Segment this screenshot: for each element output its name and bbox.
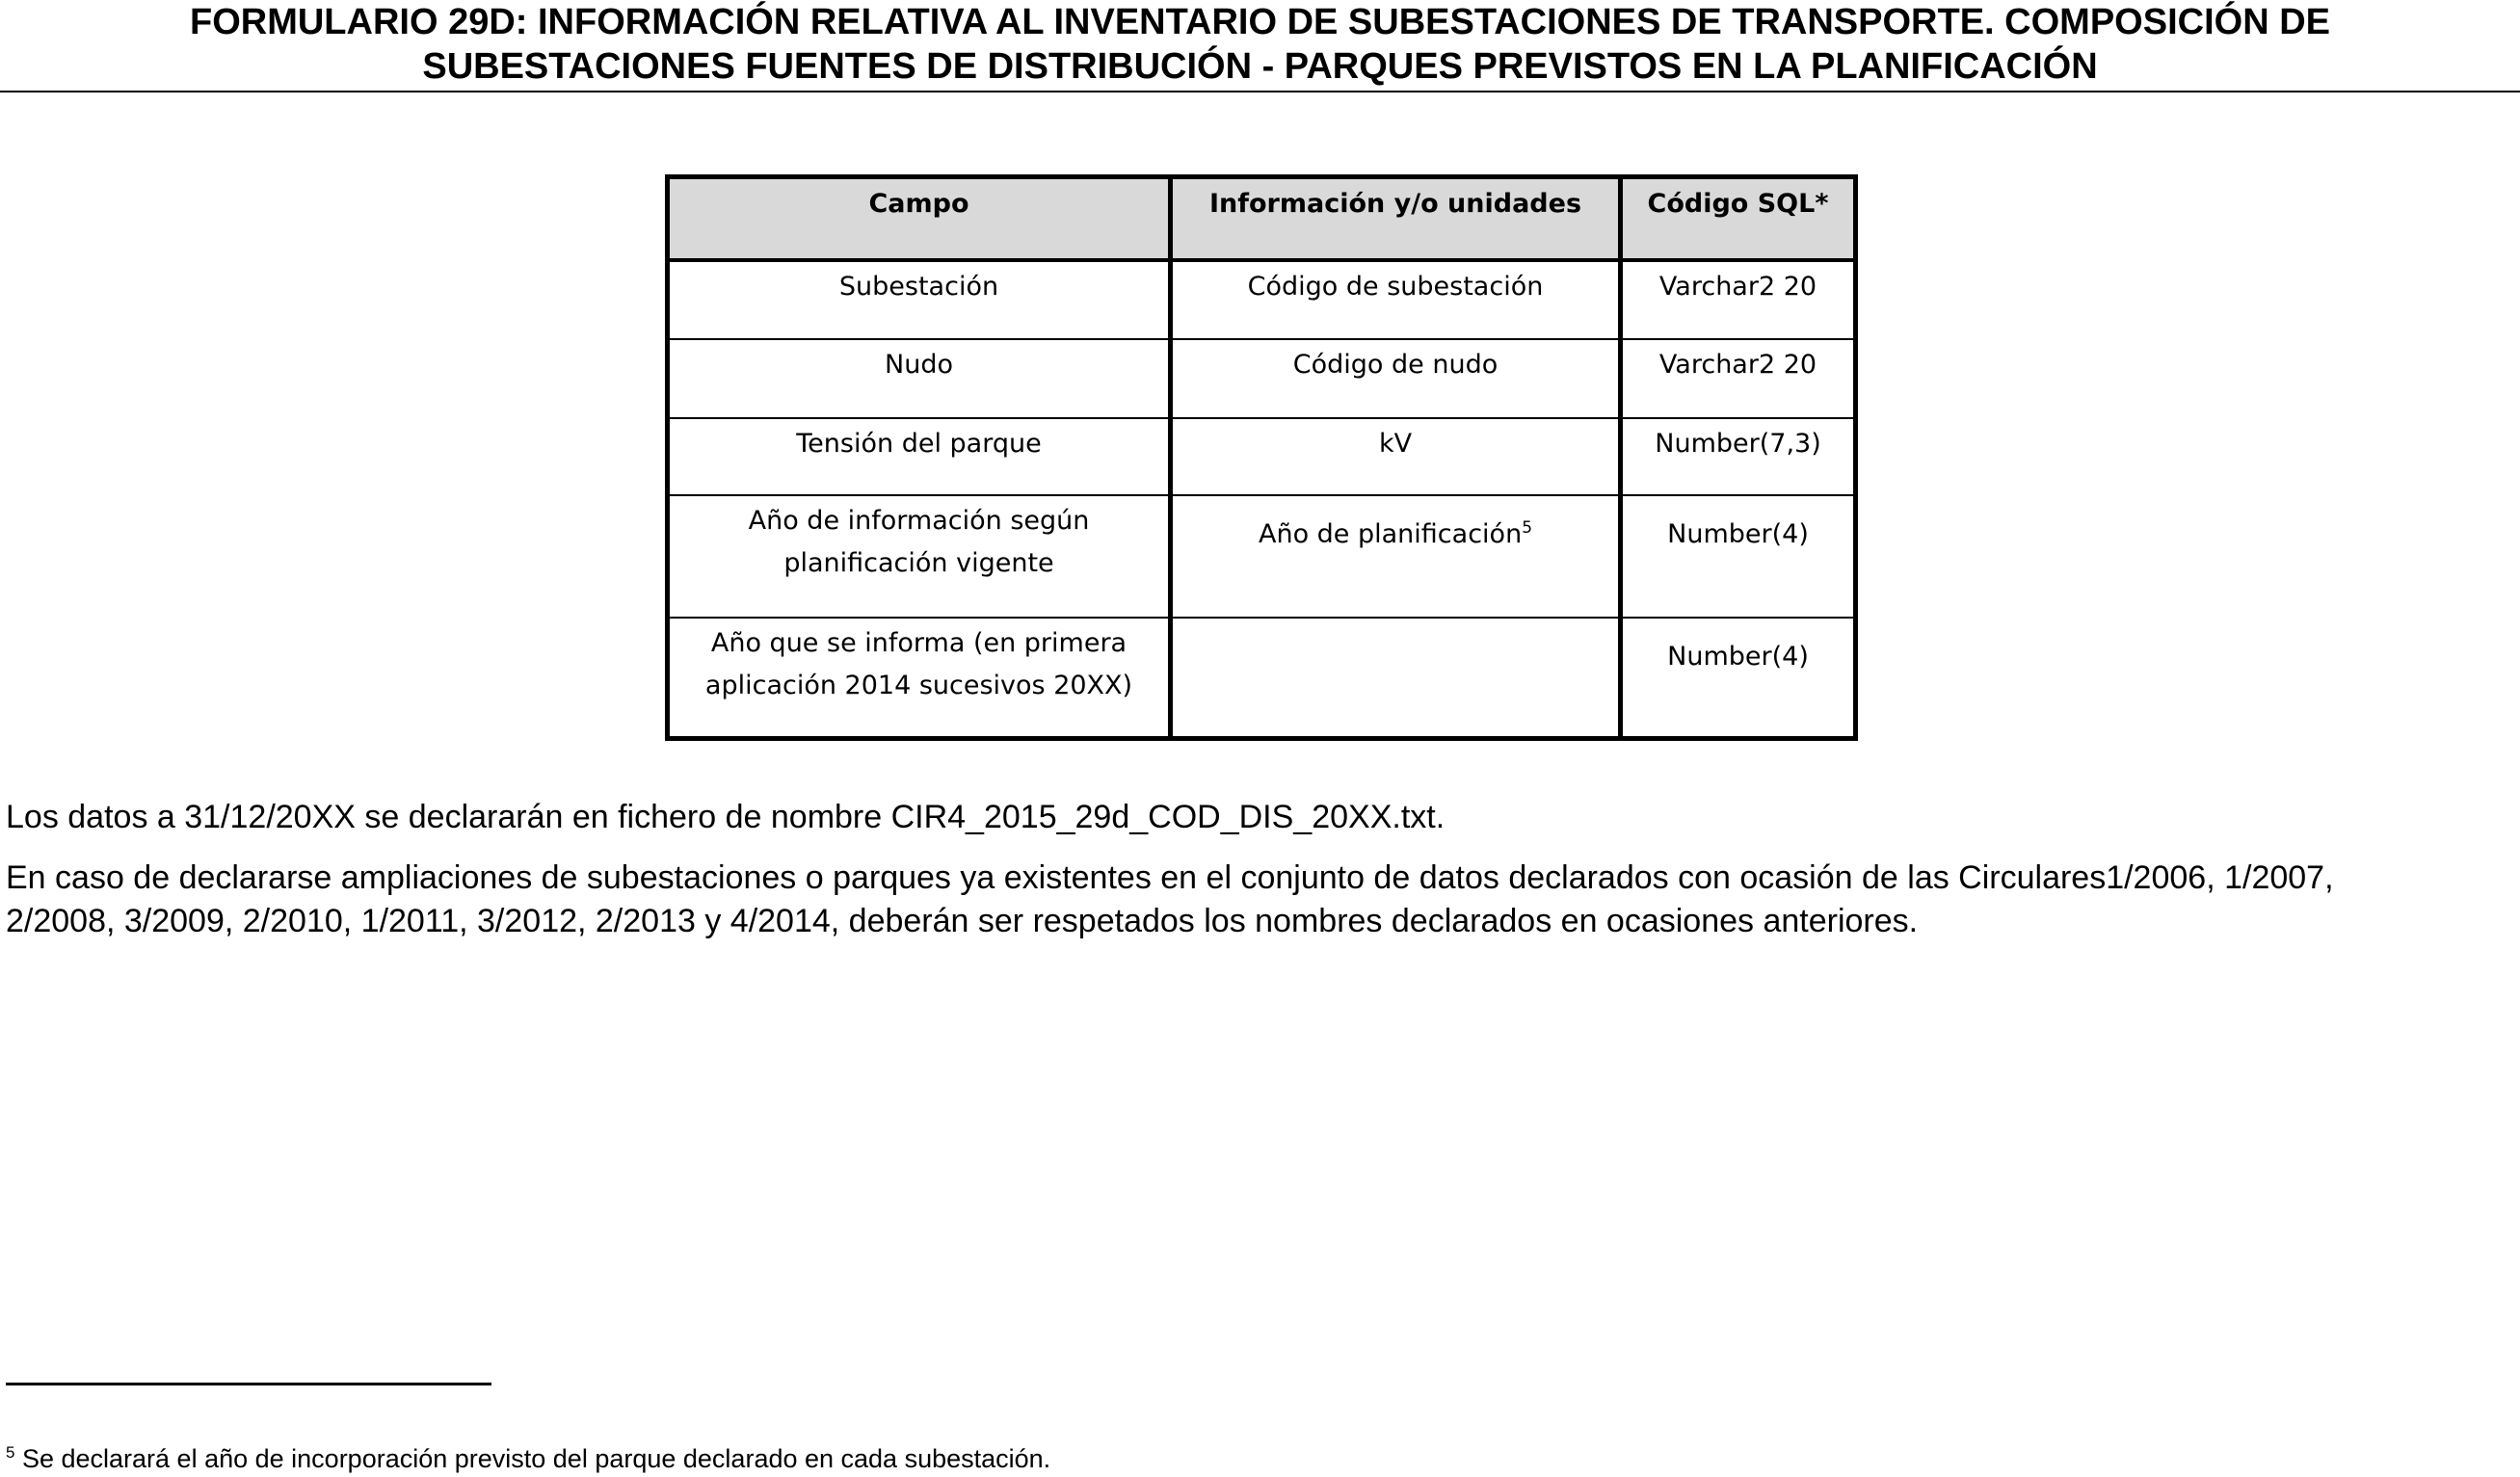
cell-informacion: kV xyxy=(1171,418,1621,495)
cell-informacion: Código de subestación xyxy=(1171,260,1621,339)
cell-informacion: Código de nudo xyxy=(1171,339,1621,418)
table-row xyxy=(668,495,1856,618)
column-header-campo: Campo xyxy=(668,177,1171,260)
cell-campo: Subestación xyxy=(668,260,1171,339)
cell-campo-line-1: Año que se informa (en primera xyxy=(710,627,1127,658)
cell-informacion xyxy=(1171,495,1621,618)
cell-informacion xyxy=(1171,618,1621,739)
file-name-paragraph: Los datos a 31/12/20XX se declararán en fichero de nombre CIR4_2015_29d_COD_DIS_20XX.txt. xyxy=(6,799,1446,835)
footnote-text: Se declarará el año de incorporación previsto del parque declarado en cada subestación. xyxy=(14,1444,1051,1473)
table-row xyxy=(668,260,1856,339)
spec-table xyxy=(665,174,1858,741)
page-title xyxy=(0,0,2520,89)
page-header xyxy=(0,0,2520,92)
cell-codigo-sql: Number(4) xyxy=(1621,618,1856,739)
column-header-codigo-sql: Código SQL* xyxy=(1621,177,1856,260)
cell-campo-line-1: Año de información según xyxy=(748,505,1090,536)
cell-campo: Tensión del parque xyxy=(668,418,1171,495)
footnote-divider xyxy=(6,1383,491,1385)
cell-campo: Nudo xyxy=(668,339,1171,418)
cell-campo xyxy=(668,618,1171,739)
page-title-line-1: FORMULARIO 29D: INFORMACIÓN RELATIVA AL INVENTARIO DE SUBESTACIONES DE TRANSPORTE. COMPOSICIÓN DE xyxy=(190,2,2330,42)
column-header-informacion: Información y/o unidades xyxy=(1171,177,1621,260)
cell-campo xyxy=(668,495,1171,618)
table-row xyxy=(668,339,1856,418)
footnote-reference[interactable]: 5 xyxy=(1522,517,1533,538)
spec-table-wrapper xyxy=(665,174,1858,741)
footnote xyxy=(6,1442,1050,1475)
circulares-paragraph-line-1: En caso de declararse ampliaciones de subestaciones o parques ya existentes en el conjunto de datos declarados con ocasión de las Circulares1/2006, 1/2007, xyxy=(6,859,2334,896)
cell-campo-line-2: planificación vigente xyxy=(783,547,1054,578)
cell-codigo-sql: Number(4) xyxy=(1621,495,1856,618)
cell-codigo-sql: Number(7,3) xyxy=(1621,418,1856,495)
page-title-line-2: SUBESTACIONES FUENTES DE DISTRIBUCIÓN - PARQUES PREVISTOS EN LA PLANIFICACIÓN xyxy=(422,46,2098,87)
cell-codigo-sql: Varchar2 20 xyxy=(1621,260,1856,339)
cell-codigo-sql: Varchar2 20 xyxy=(1621,339,1856,418)
table-row xyxy=(668,418,1856,495)
table-row xyxy=(668,618,1856,739)
circulares-paragraph xyxy=(6,857,2492,943)
cell-campo-line-2: aplicación 2014 sucesivos 20XX) xyxy=(704,670,1133,700)
footnote-number: 5 xyxy=(6,1443,15,1462)
cell-informacion-text: Año de planificación xyxy=(1258,518,1523,549)
circulares-paragraph-line-2: 2/2008, 3/2009, 2/2010, 1/2011, 3/2012, 2/2013 y 4/2014, deberán ser respetados los nombres declarados en ocasiones anteriores. xyxy=(6,903,1919,939)
table-header-row xyxy=(668,177,1856,260)
